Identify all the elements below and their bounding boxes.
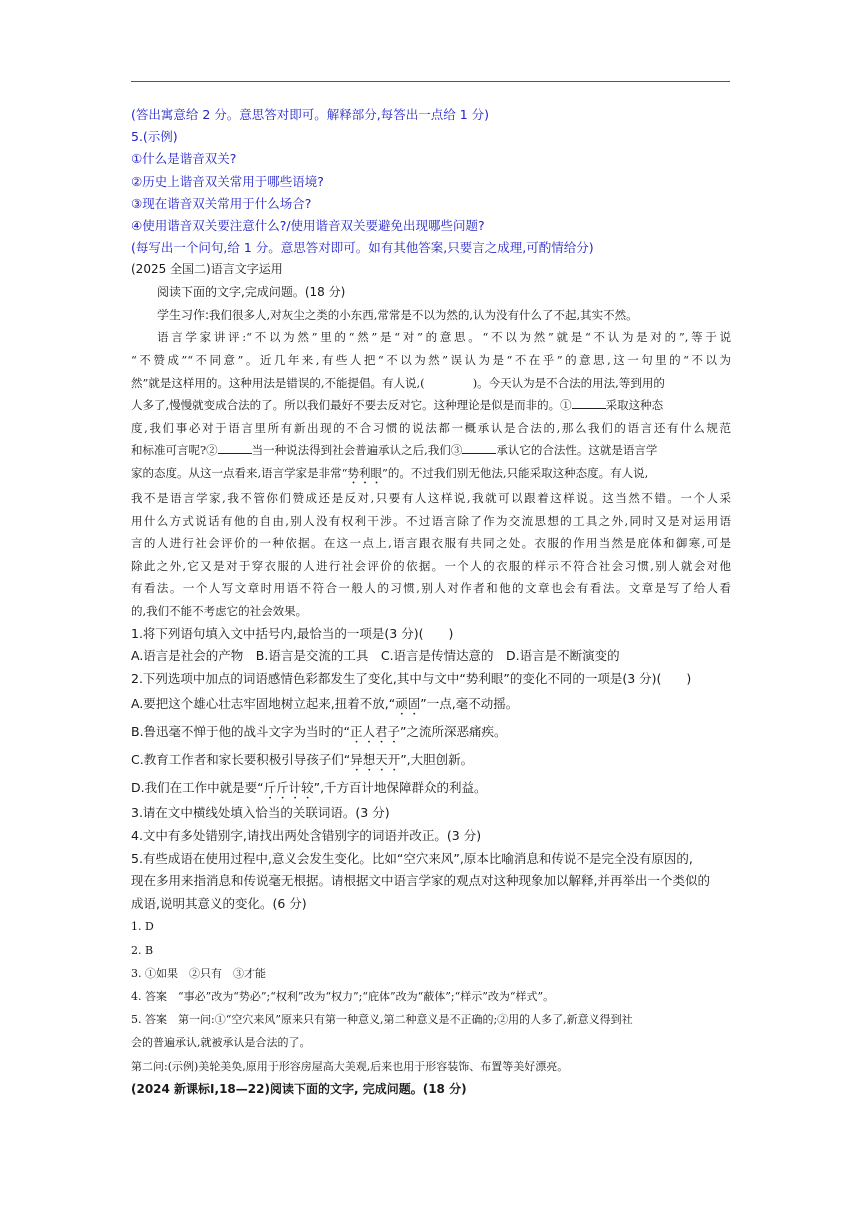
question-4: 4.文中有多处错别字,请找出两处含错别字的词语并改正。(3 分) <box>131 827 482 843</box>
questions-tail <box>131 802 731 915</box>
answers-block <box>131 915 731 1077</box>
dotted-word: 势利眼 <box>347 465 383 480</box>
commentary-line: 家的态度。从这一点看来,语言学家是非常“势利眼”的。不过我们别无他法,只能采取这种态度。有人说, <box>131 465 649 480</box>
answer-5: 5. 答案 第一问:①“空穴来风”原来只有第一种意义,第二种意义是不正确的;②用的人多了,新意义得到社 <box>131 1013 633 1027</box>
commentary-line: 度,我们事必对于语言里所有新出现的不合习惯的说法都一概承认是合法的,那么我们的语言还有什么规范 <box>131 420 731 435</box>
dotted-word: 正人君子 <box>350 724 401 740</box>
answer-3: 3. ①如果 ②只有 ③才能 <box>131 966 266 980</box>
dotted-word: 斤斤计较 <box>263 780 314 796</box>
question-2-options <box>131 690 731 802</box>
commentary-line: 和标准可言呢?② 当一种说法得到社会普遍承认之后,我们③ 承认它的合法性。这就是语言学 <box>131 443 658 458</box>
q5-scoring: (每写出一个问句,给 1 分。意思答对即可。如有其他答案,只要言之成理,可酌情给分) <box>131 240 594 256</box>
question-5-cont: 现在多用来指消息和传说毫无根据。请根据文中语言学家的观点对这种现象加以解释,并再举出一个类似的 <box>131 873 710 889</box>
q5-item: ①什么是谐音双关? <box>131 151 237 167</box>
questions-block <box>131 623 731 691</box>
document-page <box>131 104 731 1100</box>
next-section-title: (2024 新课标Ⅰ,18—22)阅读下面的文字, 完成问题。(18 分) <box>131 1081 467 1096</box>
answer-4: 4. 答案 “事必”改为“势必”;“权利”改为“权力”;“庇体”改为“蔽体”;“样示”改为“样式”。 <box>131 989 555 1003</box>
commentary-line: 用什么方式说话有他的自由,别人没有权利干涉。不过语言除了作为交流思想的工具之外,同时又是对运用语 <box>131 513 731 528</box>
question-5-cont: 成语,说明其意义的变化。(6 分) <box>131 895 307 911</box>
answer-1: 1. D <box>131 920 154 934</box>
question-1: 1.将下列语句填入文中括号内,最恰当的一项是(3 分)( ) <box>131 625 454 641</box>
option-d: D.我们在工作中就是要“斤斤计较”,千方百计地保障群众的利益。 <box>131 780 487 796</box>
scoring-note: (答出寓意给 2 分。意思答对即可。解释部分,每答出一点给 1 分) <box>131 107 490 122</box>
question-2: 2.下列选项中加点的词语感情色彩都发生了变化,其中与文中“势利眼”的变化不同的一项是(3 分)( ) <box>131 670 692 686</box>
q5-example-header: 5.(示例) <box>131 129 178 145</box>
q5-item: ④使用谐音双关要注意什么?/使用谐音双关要避免出现哪些问题? <box>131 218 485 234</box>
blank-line-1 <box>572 396 606 409</box>
option-a: A.要把这个雄心壮志牢固地树立起来,扭着不放,“顽固”一点,毫不动摇。 <box>131 696 519 712</box>
linguist-commentary <box>131 326 731 622</box>
dotted-word: 异想天开 <box>350 752 401 768</box>
header-rule <box>131 81 730 82</box>
answer-5-part2: 第二问:(示例)美轮美奂,原用于形容房屋高大美观,后来也用于形容装饰、布置等美好漂亮。 <box>131 1059 569 1073</box>
section-instruction: 阅读下面的文字,完成问题。(18 分) <box>157 285 346 300</box>
student-essay <box>131 304 731 326</box>
commentary-line: 然”就是这样用的。这种用法是错误的,不能提倡。有人说,( )。今天认为是不合法的用法,等到用的 <box>131 375 665 390</box>
commentary-line: 除此之外,它又是对于穿衣服的人进行社会评价的依据。一个人的衣服的样示不符合社会习惯,别人就会对他 <box>131 558 731 573</box>
commentary-line: 有看法。一个人写文章时用语不符合一般人的习惯,别人对作者和他的文章也会有看法。文章是写了给人看 <box>131 581 731 596</box>
commentary-line: 我不是语言学家,我不管你们赞成还是反对,只要有人这样说,我就可以跟着这样说。这当然不错。一个人采 <box>131 490 731 505</box>
commentary-line: 语言学家讲评:“不以为然”里的“然”是“对”的意思。“不以为然”就是“不认为是对的”,等于说 <box>157 330 731 345</box>
commentary-line: “不赞成”“不同意”。近几年来,有些人把“不以为然”误认为是“不在乎”的意思,这一句里的“不以为 <box>131 353 731 368</box>
commentary-line: 言的人进行社会评价的一种依据。在这一点上,语言跟衣服有共同之处。衣服的作用当然是庇体和御寒,可是 <box>131 536 731 551</box>
option-b: B.鲁迅毫不惮于他的战斗文字为当时的“正人君子”之流所深恶痛疾。 <box>131 724 507 740</box>
q5-item: ②历史上谐音双关常用于哪些语境? <box>131 173 324 189</box>
question-5: 5.有些成语在使用过程中,意义会发生变化。比如“空穴来风”,原本比喻消息和传说不是完全没有原因的, <box>131 850 693 866</box>
option-c: C.教育工作者和家长要积极引导孩子们“异想天开”,大胆创新。 <box>131 752 474 768</box>
blank-line-2 <box>218 441 252 454</box>
commentary-line: 人多了,慢慢就变成合法的了。所以我们最好不要去反对它。这种理论是似是而非的。① 采取这种态 <box>131 398 664 413</box>
question-3: 3.请在文中横线处填入恰当的关联词语。(3 分) <box>131 805 390 821</box>
section-source: (2025 全国二)语言文字运用 <box>131 262 283 277</box>
commentary-line: 的,我们不能不考虑它的社会效果。 <box>131 603 308 618</box>
dotted-word: 顽固 <box>395 696 421 712</box>
answer-5-cont: 会的普遍承认,就被承认是合法的了。 <box>131 1036 311 1050</box>
question-1-options: A.语言是社会的产物 B.语言是交流的工具 C.语言是传情达意的 D.语言是不断演变的 <box>131 648 620 664</box>
answer-2: 2. B <box>131 943 154 957</box>
student-text: 我们很多人,对灰尘之类的小东西,常常是不以为然的,认为没有什么了不起,其实不然。 <box>209 308 638 323</box>
blank-line-3 <box>462 441 496 454</box>
student-label: 学生习作: <box>157 308 210 323</box>
q5-item: ③现在谐音双关常用于什么场合? <box>131 195 312 211</box>
